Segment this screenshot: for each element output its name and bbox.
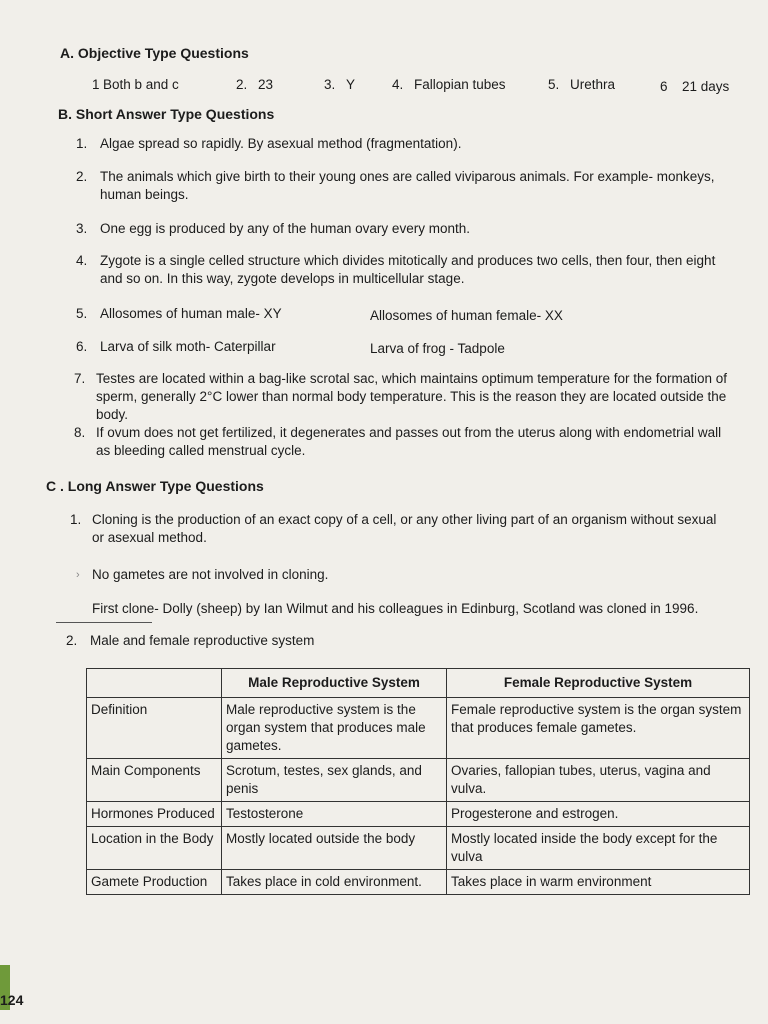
bullet-mark: › xyxy=(76,569,80,581)
answer-text: 21 days xyxy=(682,79,730,94)
table-cell: Ovaries, fallopian tubes, uterus, vagina and vulva. xyxy=(447,759,750,802)
answer-text: Fallopian tubes xyxy=(414,77,506,92)
short-answer-1: Algae spread so rapidly. By asexual method (fragmentation). xyxy=(100,136,462,151)
table-cell: Testosterone xyxy=(222,802,447,827)
item-number: 5. xyxy=(76,306,88,321)
table-cell: Female reproductive system is the organ system that produces female gametes. xyxy=(447,698,750,759)
table-row xyxy=(87,827,750,870)
table-cell: Mostly located inside the body except for the vulva xyxy=(447,827,750,870)
item-number: 8. xyxy=(74,425,86,440)
table-cell: Scrotum, testes, sex glands, and penis xyxy=(222,759,447,802)
long-answer-1-sub1: No gametes are not involved in cloning. xyxy=(92,567,329,582)
underline-mark xyxy=(56,622,152,623)
short-answer-7: Testes are located within a bag-like scrotal sac, which maintains optimum temperature for the formation of sperm, generally 2°C lower than normal body temperature. This is the reason they are located outside the body. xyxy=(96,371,728,422)
table-cell: Gamete Production xyxy=(87,870,222,895)
table-cell: Male reproductive system is the organ system that produces male gametes. xyxy=(222,698,447,759)
short-answer-8: If ovum does not get fertilized, it degenerates and passes out from the uterus along with endometrial wall as bleeding called menstrual cycle. xyxy=(96,425,722,458)
table-cell: Main Components xyxy=(87,759,222,802)
table-header-cell: Female Reproductive System xyxy=(447,669,750,698)
table-row xyxy=(87,802,750,827)
short-answer-2: The animals which give birth to their young ones are called viviparous animals. For example- monkeys, human beings. xyxy=(100,169,715,202)
answer-text: Urethra xyxy=(570,77,616,92)
answer-number: 4. xyxy=(392,77,404,92)
short-answer-5-left: Allosomes of human male- XY xyxy=(100,306,282,321)
table-cell: Takes place in cold environment. xyxy=(222,870,447,895)
answer-number: 2. xyxy=(236,77,248,92)
section-c-heading: C . Long Answer Type Questions xyxy=(46,478,264,494)
answer-number: 6 xyxy=(660,79,668,94)
short-answer-6-right: Larva of frog - Tadpole xyxy=(370,341,505,356)
comparison-table xyxy=(86,668,750,895)
answer-text: 23 xyxy=(258,77,274,92)
page-number: 124 xyxy=(0,992,24,1008)
long-answer-1: Cloning is the production of an exact copy of a cell, or any other living part of an organism without sexual or asexual method. xyxy=(92,512,717,545)
table-cell: Location in the Body xyxy=(87,827,222,870)
table-cell: Hormones Produced xyxy=(87,802,222,827)
item-number: 1. xyxy=(76,136,88,151)
item-number: 2. xyxy=(76,169,88,184)
table-cell: Progesterone and estrogen. xyxy=(447,802,750,827)
table-row xyxy=(87,698,750,759)
section-a-heading: A. Objective Type Questions xyxy=(60,45,249,61)
item-number: 7. xyxy=(74,371,86,386)
table-row xyxy=(87,759,750,802)
long-answer-2: Male and female reproductive system xyxy=(90,633,315,648)
answer-number: 1 xyxy=(92,77,100,92)
short-answer-4: Zygote is a single celled structure which divides mitotically and produces two cells, then four, then eight and so on. In this way, zygote develops in multicellular stage. xyxy=(100,253,716,286)
short-answer-3: One egg is produced by any of the human ovary every month. xyxy=(100,221,470,236)
table-row xyxy=(87,870,750,895)
item-number: 4. xyxy=(76,253,88,268)
item-number: 2. xyxy=(66,633,78,648)
table-header-cell: Male Reproductive System xyxy=(222,669,447,698)
table-cell: Mostly located outside the body xyxy=(222,827,447,870)
long-answer-1-sub2: First clone- Dolly (sheep) by Ian Wilmut and his colleagues in Edinburg, Scotland was cloned in 1996. xyxy=(92,601,699,616)
section-b-heading: B. Short Answer Type Questions xyxy=(58,106,275,122)
answer-number: 5. xyxy=(548,77,560,92)
answer-text: Both b and c xyxy=(103,77,179,92)
answer-number: 3. xyxy=(324,77,336,92)
item-number: 1. xyxy=(70,512,82,527)
item-number: 6. xyxy=(76,339,88,354)
table-header-row xyxy=(87,669,750,698)
item-number: 3. xyxy=(76,221,88,236)
short-answer-5-right: Allosomes of human female- XX xyxy=(370,308,563,323)
table-cell: Definition xyxy=(87,698,222,759)
answer-text: Y xyxy=(346,77,356,92)
table-header-cell xyxy=(87,669,222,698)
short-answer-6-left: Larva of silk moth- Caterpillar xyxy=(100,339,276,354)
table-cell: Takes place in warm environment xyxy=(447,870,750,895)
